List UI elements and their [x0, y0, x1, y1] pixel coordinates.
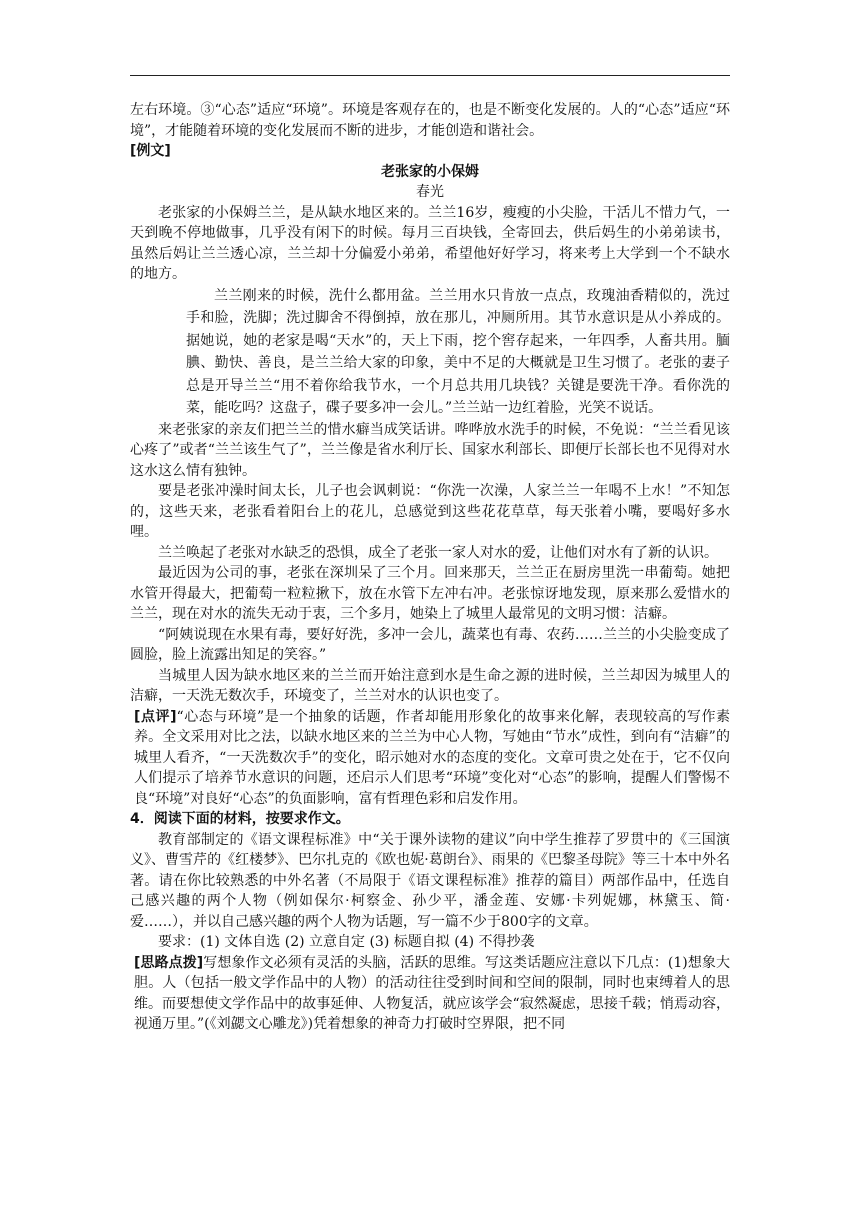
question-4-text: 教育部制定的《语文课程标准》中“关于课外读物的建议”向中学生推荐了罗贯中的《三国演义》、曹雪芹的《红楼梦》、巴尔扎克的《欧也妮·葛朗台》、雨果的《巴黎圣母院》等三十本中外名著。请在你比较熟悉的中外名著（不局限于《语文课程标准》推荐的篇目）两部作品中，任选自己感兴趣的两个人物（例如保尔·柯察金、孙少平，潘金莲、安娜·卡列妮娜，林黛玉、简·爱……），并以自己感兴趣的两个人物为话题，写一篇不少于800字的文章。	[130, 831, 730, 930]
essay-paragraph: 最近因为公司的事，老张在深圳呆了三个月。回来那天，兰兰正在厨房里洗一串葡萄。她把水管开得最大，把葡萄一粒粒揪下，放在水管下左冲右冲。老张惊讶地发现，原来那么爱惜水的兰兰，现在对水的流失无动于衷，三个多月，她染上了城里人最常见的文明习惯：洁癖。	[130, 565, 730, 622]
comment-paragraph	[130, 707, 730, 810]
hint-paragraph	[130, 953, 730, 1035]
hint-text: 写想象作文必须有灵活的头脑，活跃的思维。写这类话题应注意以下几点：(1)想象大胆。人（包括一般文学作品中的人物）的活动往往受到时间和空间的限制，同时也束缚着人的思维。而要想使文学作品中的故事延伸、人物复活，就应该学会“寂然凝虑，思接千载；悄焉动容，视通万里。”(《刘勰文心雕龙》)凭着想象的神奇力打破时空界限，把不同	[134, 954, 730, 1032]
paragraph-environment: 左右环境。③“心态”适应“环境”。环境是客观存在的，也是不断变化发展的。人的“心态”适应“环境”，才能随着环境的变化发展而不断的进步，才能创造和谐社会。	[130, 102, 730, 139]
comment-label: [点评]	[134, 708, 177, 725]
essay-paragraph: 要是老张冲澡时间太长，儿子也会讽刺说：“你洗一次澡，人家兰兰一年喝不上水！”不知怎的，这些天来，老张看着阳台上的花儿，总感觉到这些花花草草，每天张着小嘴，要喝好多水哩。	[130, 483, 730, 540]
essay-paragraph: 老张家的小保姆兰兰，是从缺水地区来的。兰兰16岁，瘦瘦的小尖脸，干活儿不惜力气，一天到晚不停地做事，几乎没有闲下的时候。每月三百块钱，全寄回去，供后妈生的小弟弟读书，虽然后妈让兰兰透心凉，兰兰却十分偏爱小弟弟，希望他好好学习，将来考上大学到一个不缺水的地方。	[130, 204, 730, 282]
essay-paragraph: 当城里人因为缺水地区来的兰兰而开始注意到水是生命之源的进时候，兰兰却因为城里人的洁癖，一天洗无数次手，环境变了，兰兰对水的认识也变了。	[130, 667, 730, 704]
example-heading: [例文]	[130, 143, 171, 159]
document-page	[130, 0, 730, 1216]
essay-paragraph: “阿姨说现在水果有毒，要好好洗，多冲一会儿，蔬菜也有毒、农药……兰兰的小尖脸变成了圆脸，脸上流露出知足的笑容。”	[130, 626, 730, 663]
question-4-heading: 4．阅读下面的材料，按要求作文。	[130, 811, 350, 827]
hint-label: [思路点拨]	[134, 954, 204, 971]
essay-paragraph: 来老张家的亲友们把兰兰的惜水癖当成笑话讲。哗哗放水洗手的时候，不免说：“兰兰看见该心疼了”或者“兰兰该生气了”，兰兰像是省水利厅长、国家水利部长、即便厅长部长也不见得对水这水这么情有独钟。	[130, 421, 730, 479]
essay-title: 老张家的小保姆	[381, 163, 479, 180]
question-4-requirements: 要求：(1) 文体自选 (2) 立意自定 (3) 标题自拟 (4) 不得抄袭	[158, 934, 535, 950]
essay-paragraph: 兰兰唤起了老张对水缺乏的恐惧，成全了老张一家人对水的爱，让他们对水有了新的认识。	[158, 544, 718, 561]
essay-paragraph-block: 兰兰刚来的时候，洗什么都用盆。兰兰用水只肯放一点点，玫瑰油香精似的，洗过手和脸，洗脚；洗过脚舍不得倒掉，放在那儿，冲厕所用。其节水意识是从小养成的。据她说，她的老家是喝“天水”的，天上下雨，挖个窖存起来，一年四季，人畜共用。腼腆、勤快、善良，是兰兰给大家的印象，美中不足的大概就是卫生习惯了。老张的妻子总是开导兰兰“用不着你给我节水，一个月总共用几块钱？关键是要洗干净。看你洗的菜，能吃吗？这盘子，碟子要多冲一会儿。”兰兰站一边红着脸，光笑不说话。	[186, 287, 730, 416]
essay-author: 春光	[416, 184, 444, 200]
comment-text: “心态与环境”是一个抽象的话题，作者却能用形象化的故事来化解，表现较高的写作素养。全文采用对比之法，以缺水地区来的兰兰为中心人物，写她由“节水”成性，到向有“洁癖”的城里人看齐，“一天洗数次手”的变化，昭示她对水的态度的变化。文章可贵之处在于，它不仅向人们提示了培养节水意识的问题，还启示人们思考“环境”变化对“心态”的影响，提醒人们警惕不良“环境”对良好“心态”的负面影响，富有哲理色彩和启发作用。	[134, 708, 731, 807]
header-rule	[130, 75, 730, 76]
document-content	[130, 100, 730, 1035]
